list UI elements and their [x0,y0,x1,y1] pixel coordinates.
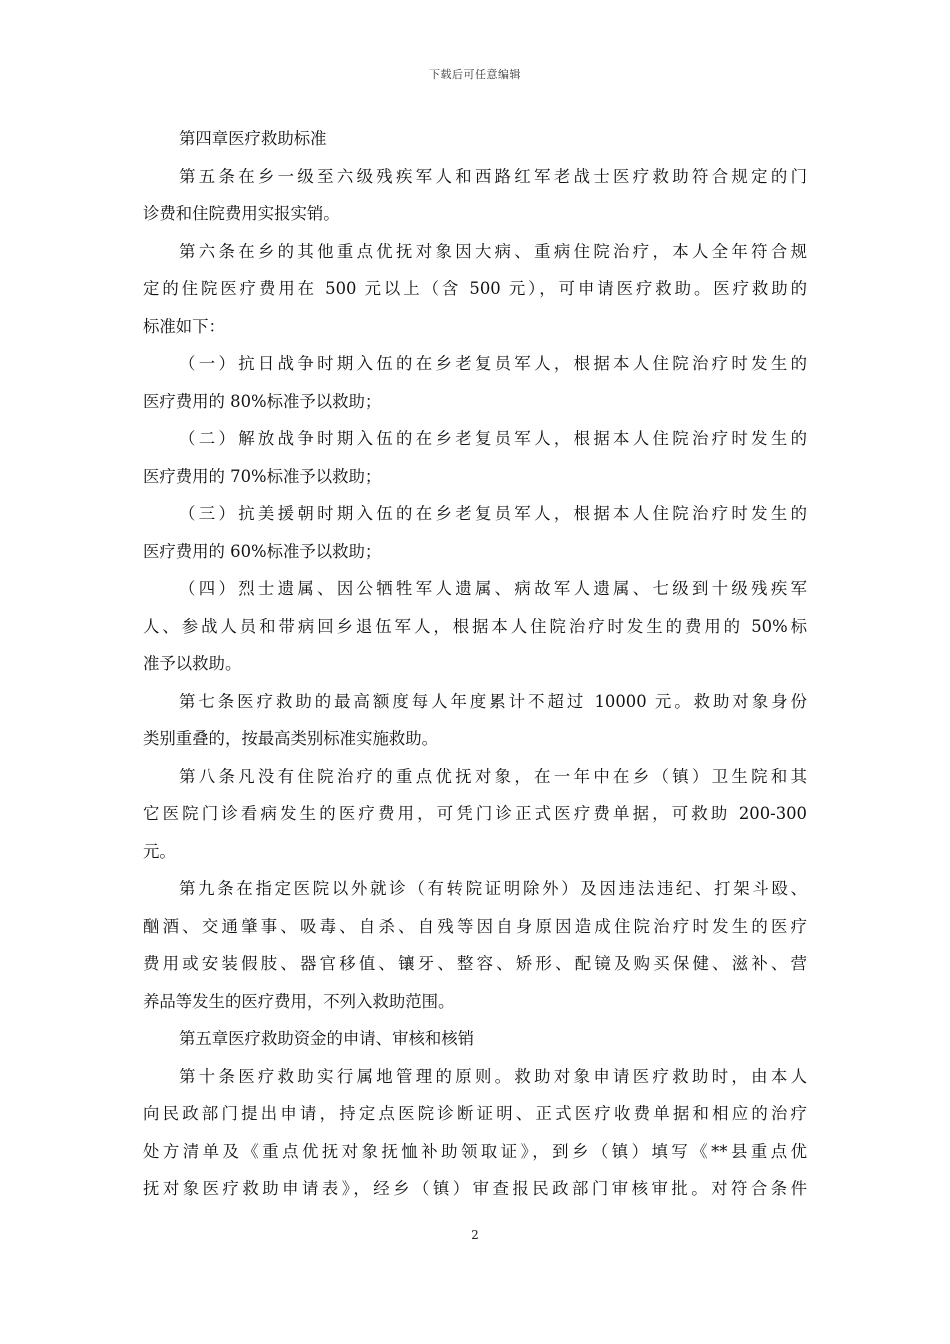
text-line: 医疗费用的 60%标准予以救助； [143,541,382,561]
text-line: 第七条医疗救助的最高额度每人年度累计不超过 10000 元。救助对象身份 [179,691,807,711]
text-line: 医疗费用的 80%标准予以救助； [143,391,382,411]
text-line: 第五章医疗救助资金的申请、审核和核销 [179,1029,475,1048]
text-line: 定的住院医疗费用在 500 元以上（含 500 元），可申请医疗救助。医疗救助的 [143,279,807,298]
text-line: 向民政部门提出申请，持定点医院诊断证明、正式医疗收费单据和相应的治疗 [143,1104,807,1123]
text-line: 酗酒、交通肇事、吸毒、自杀、自残等因自身原因造成住院治疗时发生的医疗 [143,916,807,936]
text-line: 诊费和住院费用实报实销。 [143,204,340,223]
text-line: 处方清单及《重点优抚对象抚恤补助领取证》，到乡（镇）填写《**县重点优 [143,1141,807,1161]
text-line: 准予以救助。 [143,654,242,673]
text-line: （四）烈士遗属、因公牺牲军人遗属、病故军人遗属、七级到十级残疾军 [179,579,807,598]
document-body [143,120,807,1208]
text-line: 人、参战人员和带病回乡退伍军人，根据本人住院治疗时发生的费用的 50%标 [143,616,807,636]
text-line: （三）抗美援朝时期入伍的在乡老复员军人，根据本人住院治疗时发生的 [179,504,807,523]
page-header: 下载后可任意编辑 [429,68,521,81]
text-line: 标准如下： [143,316,225,336]
text-line: 第五条在乡一级至六级残疾军人和西路红军老战士医疗救助符合规定的门 [179,166,807,186]
text-line: 医疗费用的 70%标准予以救助； [143,466,382,486]
text-line: 抚对象医疗救助申请表》，经乡（镇）审查报民政部门审核审批。对符合条件 [143,1179,807,1198]
text-line: 养品等发生的医疗费用，不列入救助范围。 [143,991,455,1011]
text-line: 元。 [143,841,176,861]
text-line: 第九条在指定医院以外就诊（有转院证明除外）及因违法违纪、打架斗殴、 [179,879,807,898]
text-line: 第六条在乡的其他重点优抚对象因大病、重病住院治疗，本人全年符合规 [179,241,807,261]
text-line: 第八条凡没有住院治疗的重点优抚对象，在一年中在乡（镇）卫生院和其 [179,766,807,786]
text-line: （二）解放战争时期入伍的在乡老复员军人，根据本人住院治疗时发生的 [179,429,807,448]
text-line: 第四章医疗救助标准 [179,129,327,148]
text-line: 第十条医疗救助实行属地管理的原则。救助对象申请医疗救助时，由本人 [179,1066,807,1086]
page-number: 2 [471,1228,479,1242]
text-line: （一）抗日战争时期入伍的在乡老复员军人，根据本人住院治疗时发生的 [179,354,807,373]
text-line: 费用或安装假肢、器官移值、镶牙、整容、矫形、配镜及购买保健、滋补、营 [143,954,807,973]
text-line: 它医院门诊看病发生的医疗费用，可凭门诊正式医疗费单据，可救助 200-300 [143,804,807,823]
text-line: 类别重叠的，按最高类别标准实施救助。 [143,729,439,748]
